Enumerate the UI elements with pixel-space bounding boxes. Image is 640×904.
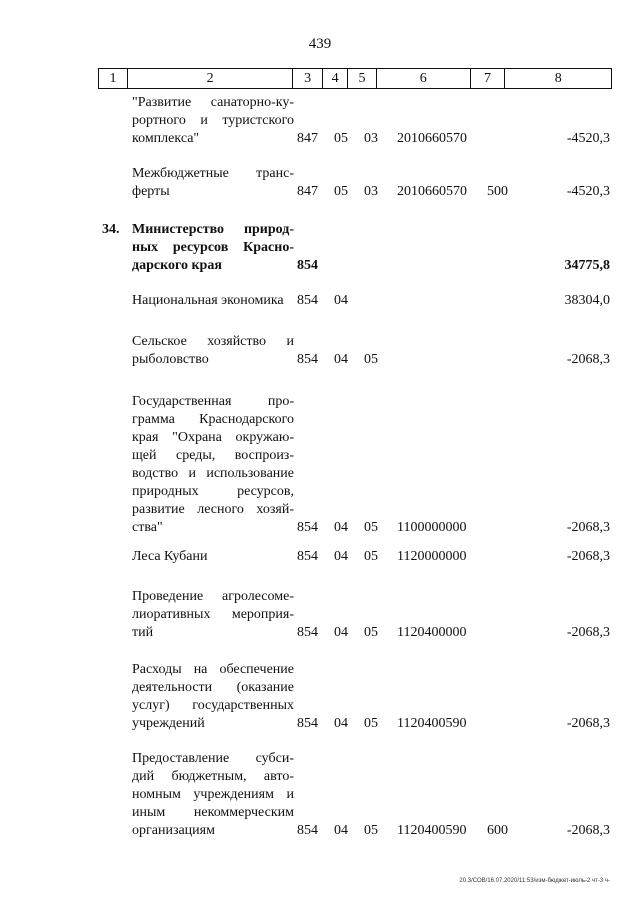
ved-code: 854 — [297, 549, 318, 564]
header-col-8: 8 — [554, 70, 562, 86]
table-row — [0, 393, 640, 537]
target-article-code: 1120400590 — [397, 716, 467, 731]
table-row — [0, 661, 640, 733]
row-name-line: Расходы на обеспечение — [132, 662, 294, 677]
header-col-6: 6 — [377, 69, 471, 88]
table-row — [0, 333, 640, 369]
section-code: 04 — [334, 823, 348, 838]
document-footer-code: 20.3/СОВ/16.07.2020/11:53/изм-бюджет-июль-2 чт-3 ч- — [459, 878, 610, 884]
amount: -2068,3 — [566, 716, 610, 731]
header-col-5: 5 — [348, 69, 377, 88]
subsection-code: 05 — [364, 716, 378, 731]
row-name-line: Проведение агролесоме- — [132, 589, 294, 604]
row-name-line: услуг) государственных — [132, 698, 294, 713]
ved-code: 854 — [297, 625, 318, 640]
header-col-1: 1 — [99, 69, 128, 88]
row-name — [132, 548, 294, 566]
row-name-line: Межбюджетные транс- — [132, 166, 294, 181]
section-code: 05 — [334, 184, 348, 199]
ved-code: 854 — [297, 716, 318, 731]
expense-type-code: 600 — [487, 823, 508, 838]
amount: -2068,3 — [566, 549, 610, 564]
row-name-line: Министерство природ- — [132, 222, 294, 237]
table-row — [0, 165, 640, 201]
section-code: 04 — [334, 293, 348, 308]
header-col-7: 7 — [471, 69, 506, 88]
row-name — [132, 221, 294, 275]
row-name-line: рортного и туристского — [132, 113, 294, 128]
row-name — [132, 661, 294, 733]
amount: -4520,3 — [566, 131, 610, 146]
row-name-line: Государственная про- — [132, 394, 294, 409]
table-row — [0, 292, 640, 310]
row-name-line: ферты — [132, 184, 170, 199]
ved-code: 854 — [297, 823, 318, 838]
table-row — [0, 750, 640, 840]
table-row — [0, 548, 640, 566]
section-code: 04 — [334, 625, 348, 640]
row-name-line: организациям — [132, 823, 215, 838]
amount: -2068,3 — [566, 625, 610, 640]
row-name — [132, 750, 294, 840]
row-name — [132, 393, 294, 537]
row-name-line: "Развитие санаторно-ку- — [132, 95, 294, 110]
row-name-line: деятельности (оказание — [132, 680, 294, 695]
row-name-line: щей среды, воспроиз- — [132, 448, 294, 463]
ved-code: 847 — [297, 131, 318, 146]
header-col-4: 4 — [323, 69, 348, 88]
row-name-line: водство и использование — [132, 466, 294, 481]
header-col-3: 3 — [293, 69, 323, 88]
amount: 38304,0 — [564, 293, 610, 308]
expense-type-code: 500 — [487, 184, 508, 199]
table-row — [0, 221, 640, 275]
amount: 34775,8 — [564, 258, 610, 273]
subsection-code: 05 — [364, 625, 378, 640]
table-row — [0, 588, 640, 642]
row-name-line: иным некоммерческим — [132, 805, 294, 820]
row-name-line: тий — [132, 625, 154, 640]
subsection-code: 05 — [364, 823, 378, 838]
row-name-line: ных ресурсов Красно- — [132, 240, 294, 255]
ved-code: 854 — [297, 520, 318, 535]
target-article-code: 1120000000 — [397, 549, 467, 564]
ved-code: 847 — [297, 184, 318, 199]
row-name — [132, 333, 294, 369]
row-name-line: Сельское хозяйство и — [132, 334, 294, 349]
row-name-line: рыболовство — [132, 352, 209, 367]
subsection-code: 03 — [364, 131, 378, 146]
row-number: 34. — [102, 222, 120, 237]
amount: -2068,3 — [566, 520, 610, 535]
row-name-line: лиоративных мероприя- — [132, 607, 294, 622]
row-name-line: природных ресурсов, — [132, 484, 294, 499]
subsection-code: 05 — [364, 352, 378, 367]
section-code: 05 — [334, 131, 348, 146]
subsection-code: 05 — [364, 549, 378, 564]
row-name-line: Леса Кубани — [132, 549, 208, 564]
row-name — [132, 588, 294, 642]
row-name-line: развитие лесного хозяй- — [132, 502, 294, 517]
row-name — [132, 292, 294, 310]
row-name-line: номным учреждениям и — [132, 787, 294, 802]
section-code: 04 — [334, 520, 348, 535]
ved-code: 854 — [297, 258, 318, 273]
row-name-line: дий бюджетным, авто- — [132, 769, 294, 784]
row-name-line: грамма Краснодарского — [132, 412, 294, 427]
ved-code: 854 — [297, 293, 318, 308]
page-number: 439 — [308, 36, 332, 52]
target-article-code: 1100000000 — [397, 520, 467, 535]
target-article-code: 2010660570 — [397, 184, 467, 199]
subsection-code: 03 — [364, 184, 378, 199]
target-article-code: 2010660570 — [397, 131, 467, 146]
row-name-line: комплекса" — [132, 131, 200, 146]
table-header — [98, 68, 612, 89]
ved-code: 854 — [297, 352, 318, 367]
row-name-line: ства" — [132, 520, 163, 535]
amount: -4520,3 — [566, 184, 610, 199]
subsection-code: 05 — [364, 520, 378, 535]
row-name-line: края "Охрана окружаю- — [132, 430, 294, 445]
row-name — [132, 94, 294, 148]
amount: -2068,3 — [566, 352, 610, 367]
section-code: 04 — [334, 716, 348, 731]
row-name-line: Предоставление субси- — [132, 751, 294, 766]
section-code: 04 — [334, 549, 348, 564]
row-name-line: учреждений — [132, 716, 205, 731]
row-name-line: Национальная экономика — [132, 293, 284, 308]
header-col-2: 2 — [128, 69, 293, 88]
table-row — [0, 94, 640, 148]
row-name-line: дарского края — [132, 258, 222, 273]
row-name — [132, 165, 294, 201]
target-article-code: 1120400000 — [397, 625, 467, 640]
section-code: 04 — [334, 352, 348, 367]
target-article-code: 1120400590 — [397, 823, 467, 838]
amount: -2068,3 — [566, 823, 610, 838]
